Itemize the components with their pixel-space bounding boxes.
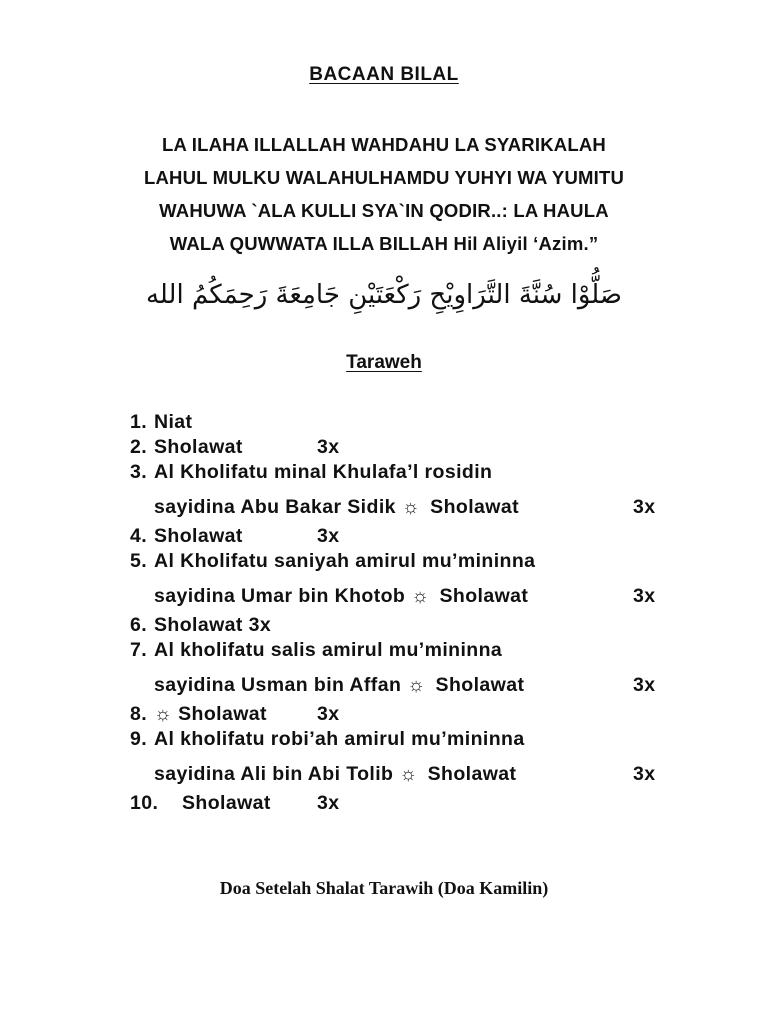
list-item: sayidina Ali bin Abi Tolib ☼ Sholawat 3x [154,763,656,785]
bilal-text [60,128,708,260]
sun-icon: ☼ [399,763,418,785]
list-item: sayidina Abu Bakar Sidik ☼ Sholawat 3x [154,496,656,518]
bilal-line: WALA QUWWATA ILLA BILLAH Hil Aliyil ‘Azim.” [169,233,599,254]
taraweh-list [130,410,690,816]
list-item: 8. ☼ Sholawat 3x [130,703,340,725]
sun-icon: ☼ [407,674,426,696]
list-item: 2. Sholawat 3x [130,436,340,458]
sun-icon: ☼ [154,703,173,725]
bilal-line: LA ILAHA ILLALLAH WAHDAHU LA SYARIKALAH [162,134,606,155]
list-item: 4. Sholawat 3x [130,525,340,547]
list-item: 10. Sholawat 3x [130,792,340,814]
doa-heading: Doa Setelah Shalat Tarawih (Doa Kamilin) [219,878,549,898]
list-item: 5. Al Kholifatu saniyah amirul mu’mininna [130,550,536,572]
list-item: 1. Niat [130,411,193,433]
list-item: 3. Al Kholifatu minal Khulafa’l rosidin [130,461,493,483]
page-title: BACAAN BILAL [309,64,459,85]
sun-icon: ☼ [411,585,430,607]
bilal-line: WAHUWA `ALA KULLI SYA`IN QODIR..: LA HAULA [159,200,609,221]
list-item: 9. Al kholifatu robi’ah amirul mu’mininna [130,728,525,750]
list-item: sayidina Umar bin Khotob ☼ Sholawat 3x [154,585,656,607]
arabic-text: صَلُّوْا سُنَّةَ التَّرَاوِيْحِ رَكْعَتَيْنِ جَامِعَةَ رَحِمَكُمُ الله [145,280,622,310]
list-item: 7. Al kholifatu salis amirul mu’mininna [130,639,503,661]
bilal-line: LAHUL MULKU WALAHULHAMDU YUHYI WA YUMITU [143,167,625,188]
list-item: 6. Sholawat 3x [130,614,272,636]
list-item: sayidina Usman bin Affan ☼ Sholawat 3x [154,674,656,696]
sun-icon: ☼ [401,496,421,518]
section-heading: Taraweh [346,352,422,373]
